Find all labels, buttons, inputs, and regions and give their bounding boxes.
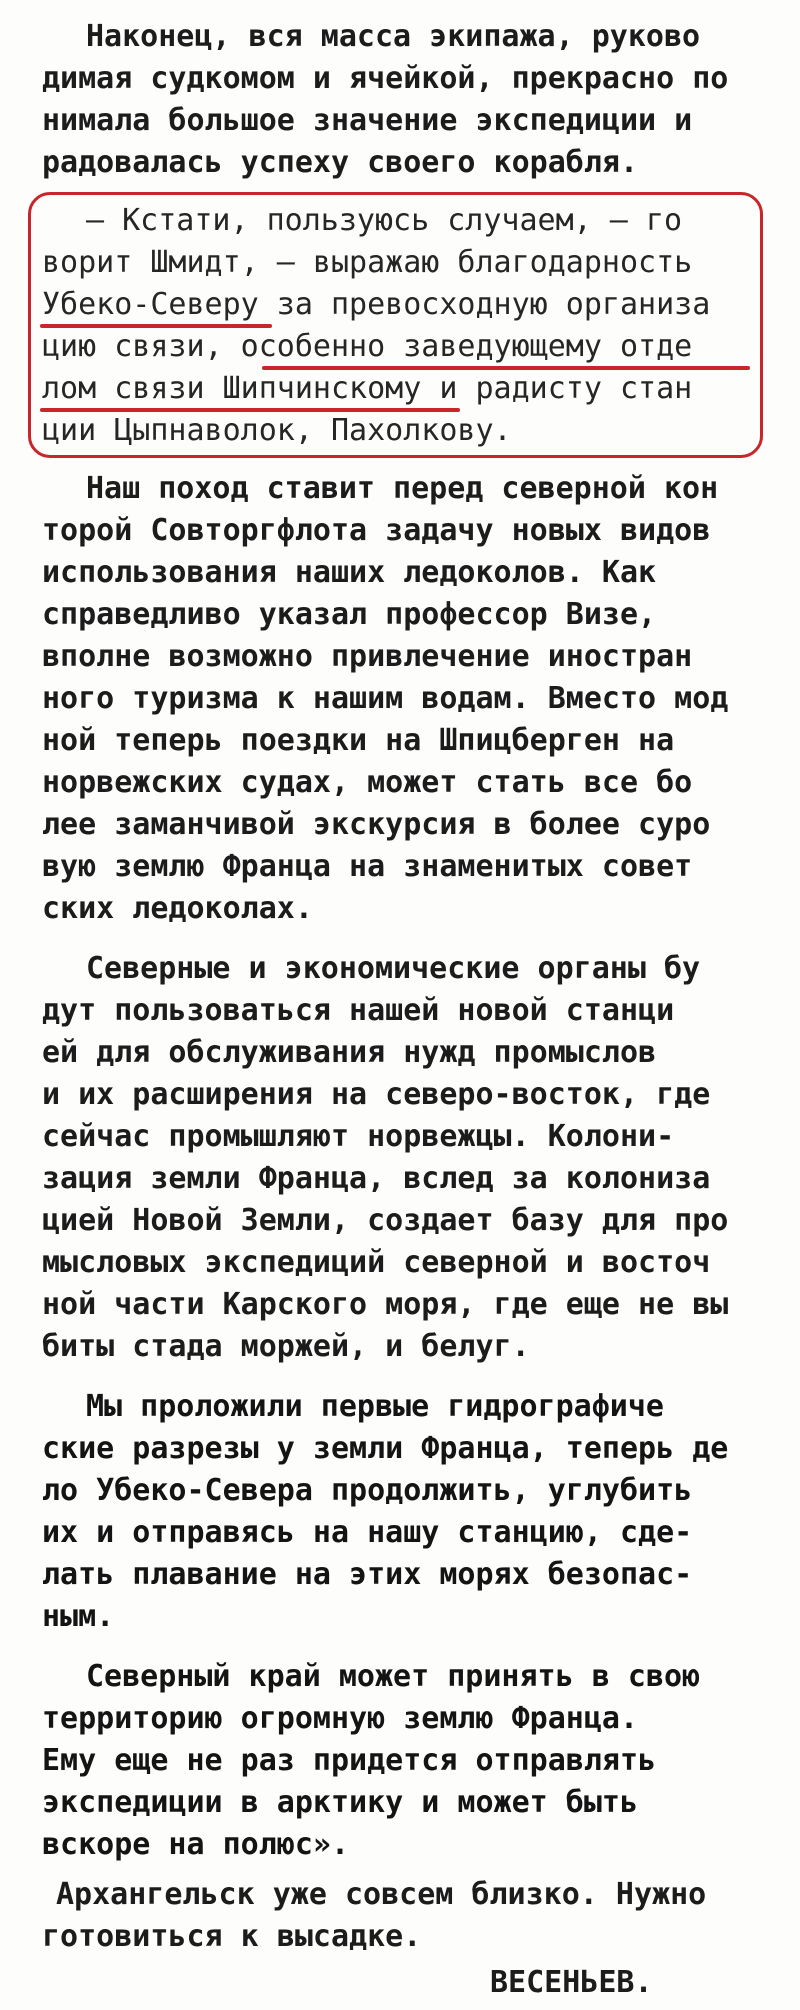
text-line: норвежских судах, может стать все бо xyxy=(42,765,693,800)
text-line: зация земли Франца, вслед за колониза xyxy=(42,1161,711,1196)
text-line: Убеко-Северу за превосходную организа xyxy=(42,287,711,322)
text-line: готовиться к высадке. xyxy=(42,1919,422,1954)
text-line: Северные и экономические органы бу xyxy=(86,951,701,986)
red-underline-ubeko-severu xyxy=(40,324,272,328)
text-line: лее заманчивой экскурсия в более суро xyxy=(42,807,711,842)
text-line: лать плавание на этих морях безопас- xyxy=(42,1557,693,1592)
text-line: Ему еще не раз придется отправлять xyxy=(42,1743,657,1778)
text-line: использования наших ледоколов. Как xyxy=(42,555,657,590)
text-line: ворит Шмидт, — выражаю благодарность xyxy=(42,245,693,280)
text-line: цией Новой Земли, создает базу для про xyxy=(42,1203,729,1238)
text-line: вскоре на полюс». xyxy=(42,1827,350,1862)
text-line: ного туризма к нашим водам. Вместо мод xyxy=(42,681,729,716)
text-line: ских ледоколах. xyxy=(42,891,313,926)
text-line: их и отправясь на нашу станцию, сде- xyxy=(42,1515,693,1550)
text-line: ские разрезы у земли Франца, теперь де xyxy=(42,1431,729,1466)
text-line: справедливо указал профессор Визе, xyxy=(42,597,657,632)
text-line: Архангельск уже совсем близко. Нужно xyxy=(56,1877,707,1912)
text-line: вую землю Франца на знаменитых совет xyxy=(42,849,693,884)
text-line: экспедиции в арктику и может быть xyxy=(42,1785,639,1820)
text-line: ции Цыпнаволок, Пахолкову. xyxy=(42,413,512,448)
text-line: димая судкомом и ячейкой, прекрасно по xyxy=(42,61,729,96)
text-line: — Кстати, пользуюсь случаем, — го xyxy=(86,203,683,238)
red-underline-shipchinskomu xyxy=(40,408,460,412)
text-line: ной части Карского моря, где еще не вы xyxy=(42,1287,729,1322)
text-line: радовалась успеху своего корабля. xyxy=(42,145,639,180)
text-line: биты стада моржей, и белуг. xyxy=(42,1329,530,1364)
text-line: ей для обслуживания нужд промыслов xyxy=(42,1035,657,1070)
text-line: торой Совторгфлота задачу новых видов xyxy=(42,513,711,548)
text-line: дут пользоваться нашей новой станци xyxy=(42,993,675,1028)
text-line: Наш поход ставит перед северной кон xyxy=(86,471,719,506)
text-line: мысловых экспедиций северной и восточ xyxy=(42,1245,711,1280)
text-line: ной теперь поездки на Шпицберген на xyxy=(42,723,675,758)
text-line: Мы проложили первые гидрографиче xyxy=(86,1389,664,1424)
text-line: и их расширения на северо-восток, где xyxy=(42,1077,711,1112)
text-line: ным. xyxy=(42,1599,115,1634)
text-line: лом связи Шипчинскому и радисту стан xyxy=(42,371,693,406)
text-line: ло Убеко-Севера продолжить, углубить xyxy=(42,1473,693,1508)
author-signature: ВЕСЕНЬЕВ. xyxy=(490,1965,653,2000)
text-line: вполне возможно привлечение иностран xyxy=(42,639,693,674)
text-line: Наконец, вся масса экипажа, руково xyxy=(86,19,701,54)
text-line: сейчас промышляют норвежцы. Колони- xyxy=(42,1119,675,1154)
text-line: территорию огромную землю Франца. xyxy=(42,1701,639,1736)
text-line: нимала большое значение экспедиции и xyxy=(42,103,693,138)
red-underline-zaveduyushchemu xyxy=(262,366,750,370)
text-line: цию связи, особенно заведующему отде xyxy=(42,329,693,364)
text-line: Северный край может принять в свою xyxy=(86,1659,701,1694)
